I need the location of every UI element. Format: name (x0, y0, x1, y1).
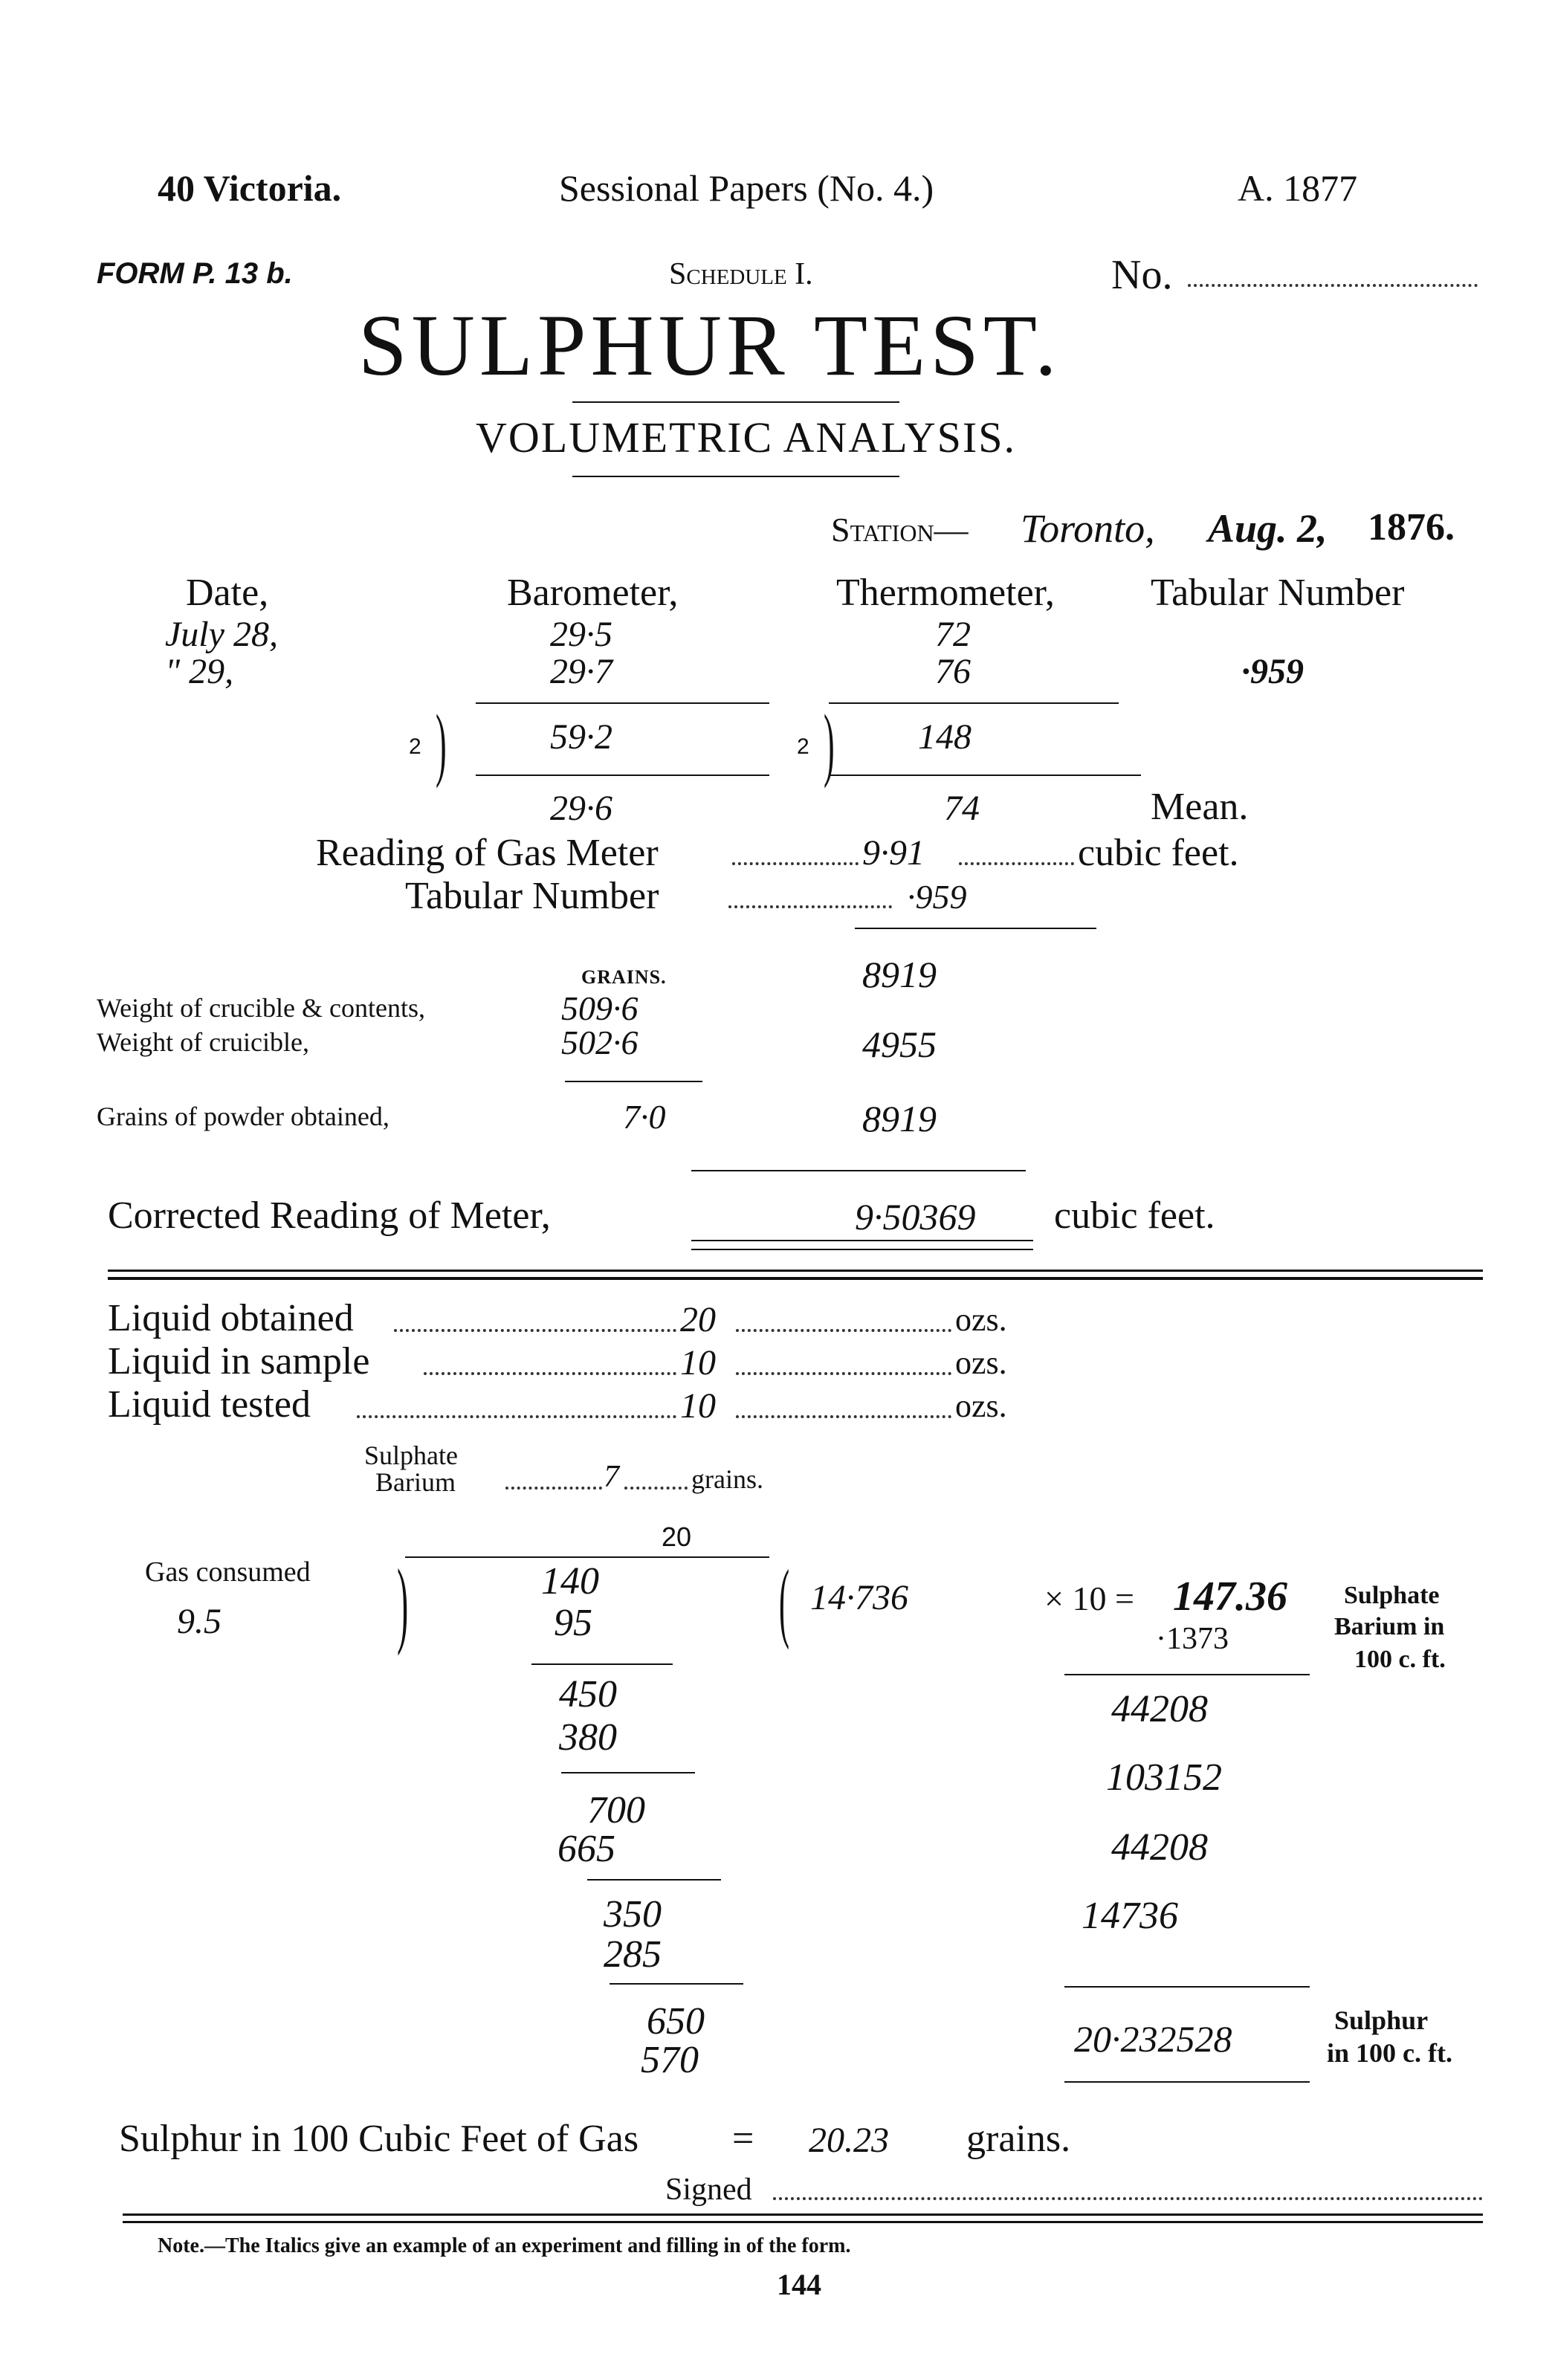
corrected-unit: cubic feet. (1054, 1194, 1215, 1237)
liquid-tested-dots-1 (357, 1415, 676, 1418)
subtitle-rule (572, 476, 899, 477)
title-rule (572, 401, 899, 403)
header-right: A. 1877 (1238, 167, 1358, 209)
grains-header: GRAINS. (581, 966, 667, 988)
result-label-2: Barium in (1334, 1613, 1445, 1640)
date-header: Date, (186, 572, 269, 614)
thermometer-sum: 148 (918, 717, 972, 757)
section-separator-2 (108, 1277, 1483, 1280)
page-subtitle: VOLUMETRIC ANALYSIS. (476, 413, 1016, 462)
liquid-obtained-label: Liquid obtained (108, 1297, 354, 1339)
division-rule-4 (610, 1983, 743, 1985)
row2-date: " 29, (165, 652, 234, 691)
station-date: Aug. 2, (1208, 506, 1328, 551)
sulphate-dots-2 (624, 1487, 688, 1490)
thermometer-header: Thermometer, (836, 572, 1055, 614)
thermometer-divisor: 2 (797, 734, 809, 759)
liquid-tested-dots-2 (736, 1415, 951, 1418)
barometer-divisor: 2 (409, 734, 421, 759)
final-label-2: in 100 c. ft. (1327, 2038, 1452, 2068)
liquid-obtained-value: 20 (680, 1300, 716, 1339)
partial-1: 44208 (1111, 1688, 1208, 1730)
liquid-sample-dots-1 (424, 1372, 676, 1375)
footer-rule-2 (123, 2221, 1483, 2223)
liquid-tested-unit: ozs. (955, 1388, 1007, 1424)
division-step-6: 665 (557, 1828, 615, 1870)
multiplication-rule-1 (1064, 1674, 1310, 1675)
header-center: Sessional Papers (No. 4.) (559, 167, 934, 209)
station-year: 1876. (1368, 506, 1455, 549)
division-top: 20 (662, 1522, 692, 1552)
row2-thermometer: 76 (935, 652, 971, 691)
division-quotient: 14·736 (810, 1578, 908, 1617)
station-place: Toronto, (1021, 506, 1155, 551)
partial-4: 14736 (1082, 1895, 1178, 1937)
thermometer-sum-rule (829, 702, 1119, 704)
final-value: 20·232528 (1074, 2018, 1232, 2060)
sulphate-value: 7 (604, 1460, 619, 1494)
division-step-10: 570 (641, 2039, 699, 2081)
gas-meter-label: Reading of Gas Meter (316, 832, 659, 874)
result-label-3: 100 c. ft. (1354, 1646, 1446, 1673)
tabular-header: Tabular Number (1151, 572, 1405, 614)
division-step-7: 350 (604, 1893, 662, 1936)
multiplication-factor: ·1373 (1156, 1622, 1229, 1656)
result-unit: grains. (966, 2118, 1071, 2160)
powder-rule (565, 1081, 702, 1082)
corrected-value: 9·50369 (855, 1196, 976, 1238)
signed-dotted-line (773, 2197, 1483, 2200)
crucible-contents-label: Weight of crucible & contents, (97, 993, 425, 1023)
mean-label: Mean. (1151, 786, 1249, 828)
row1-thermometer: 72 (935, 615, 971, 654)
times-ten: × 10 = (1044, 1579, 1134, 1617)
division-rule-3 (587, 1879, 721, 1881)
barometer-sum: 59·2 (550, 717, 612, 757)
row1-date: July 28, (165, 615, 278, 654)
division-step-9: 650 (647, 2000, 705, 2043)
footnote: Note.—The Italics give an example of an experiment and filling in of the form. (158, 2234, 851, 2257)
powder-label: Grains of powder obtained, (97, 1102, 389, 1131)
calc-rule (691, 1170, 1026, 1171)
row2-tabular: ·959 (1241, 652, 1304, 691)
multiplication-result: 147.36 (1173, 1574, 1287, 1620)
footer-rule-1 (123, 2214, 1483, 2216)
gas-consumed-label: Gas consumed (145, 1556, 311, 1588)
division-step-5: 700 (587, 1789, 645, 1831)
barometer-mean-rule (476, 775, 769, 776)
liquid-sample-dots-2 (736, 1372, 951, 1375)
division-step-3: 450 (559, 1673, 617, 1716)
liquid-sample-label: Liquid in sample (108, 1340, 370, 1383)
final-label-1: Sulphur (1334, 2005, 1429, 2035)
schedule-label: Schedule I. (669, 257, 813, 291)
row1-barometer: 29·5 (550, 615, 612, 654)
crucible-contents-value: 509·6 (561, 989, 639, 1027)
gas-meter-value: 9·91 (862, 833, 925, 873)
gas-consumed-value: 9.5 (177, 1602, 222, 1641)
sulphate-unit: grains. (691, 1464, 763, 1494)
crucible-label: Weight of cruicible, (97, 1027, 309, 1057)
thermometer-mean-rule (829, 775, 1141, 776)
result-equals: = (732, 2118, 754, 2160)
form-id: FORM P. 13 b. (97, 257, 293, 290)
barometer-header: Barometer, (507, 572, 679, 614)
row2-barometer: 29·7 (550, 652, 612, 691)
calc-1: 8919 (862, 954, 937, 995)
barometer-division-bracket: ) (435, 698, 447, 789)
gas-meter-dots-1 (732, 862, 859, 865)
result-label-1: Sulphate (1344, 1582, 1440, 1609)
multiplication-rule-3 (1064, 2081, 1310, 2083)
calc-2: 4955 (862, 1024, 937, 1065)
partial-3: 44208 (1111, 1826, 1208, 1869)
number-dotted-line (1188, 284, 1478, 287)
corrected-underline-2 (691, 1249, 1033, 1250)
barium-label: Barium (375, 1467, 456, 1497)
signed-label: Signed (665, 2173, 752, 2207)
liquid-obtained-unit: ozs. (955, 1301, 1007, 1338)
station-label: Station— (831, 511, 969, 549)
corrected-underline-1 (691, 1240, 1033, 1241)
result-value: 20.23 (809, 2121, 889, 2160)
liquid-obtained-dots-1 (394, 1329, 676, 1332)
header-left: 40 Victoria. (158, 167, 342, 209)
page-title: SULPHUR TEST. (358, 297, 1061, 394)
thermometer-mean: 74 (944, 789, 980, 828)
gas-meter-unit: cubic feet. (1078, 832, 1239, 874)
sulphate-dots-1 (505, 1487, 602, 1490)
division-top-rule (405, 1556, 769, 1558)
quotient-bracket: ( (778, 1551, 789, 1650)
tabular-number-dots (728, 905, 892, 908)
section-separator-1 (108, 1270, 1483, 1272)
barometer-mean: 29·6 (550, 789, 612, 828)
thermometer-division-bracket: ) (823, 698, 835, 789)
calc-3: 8919 (862, 1098, 937, 1139)
tabular-number-label: Tabular Number (405, 875, 659, 917)
page-number: 144 (777, 2268, 821, 2301)
sulphate-label: Sulphate (364, 1440, 458, 1470)
number-label: No. (1111, 252, 1173, 298)
barometer-sum-rule (476, 702, 769, 704)
result-label: Sulphur in 100 Cubic Feet of Gas (119, 2118, 639, 2160)
tabular-number-value: ·959 (907, 878, 967, 916)
division-rule-2 (561, 1772, 695, 1773)
liquid-tested-label: Liquid tested (108, 1383, 311, 1426)
gas-meter-dots-2 (959, 862, 1074, 865)
division-rule-1 (531, 1663, 673, 1665)
partial-2: 103152 (1106, 1756, 1222, 1799)
liquid-sample-unit: ozs. (955, 1345, 1007, 1381)
divisor-bracket: ) (397, 1550, 409, 1657)
tabular-number-rule (855, 928, 1096, 929)
division-step-1: 140 (541, 1560, 599, 1603)
division-step-8: 285 (604, 1933, 662, 1976)
division-step-4: 380 (559, 1716, 617, 1759)
multiplication-rule-2 (1064, 1986, 1310, 1988)
corrected-label: Corrected Reading of Meter, (108, 1194, 551, 1237)
division-step-2: 95 (554, 1602, 592, 1644)
crucible-value: 502·6 (561, 1024, 639, 1061)
powder-value: 7·0 (623, 1098, 666, 1136)
liquid-obtained-dots-2 (736, 1329, 951, 1332)
liquid-tested-value: 10 (680, 1386, 716, 1426)
liquid-sample-value: 10 (680, 1343, 716, 1383)
